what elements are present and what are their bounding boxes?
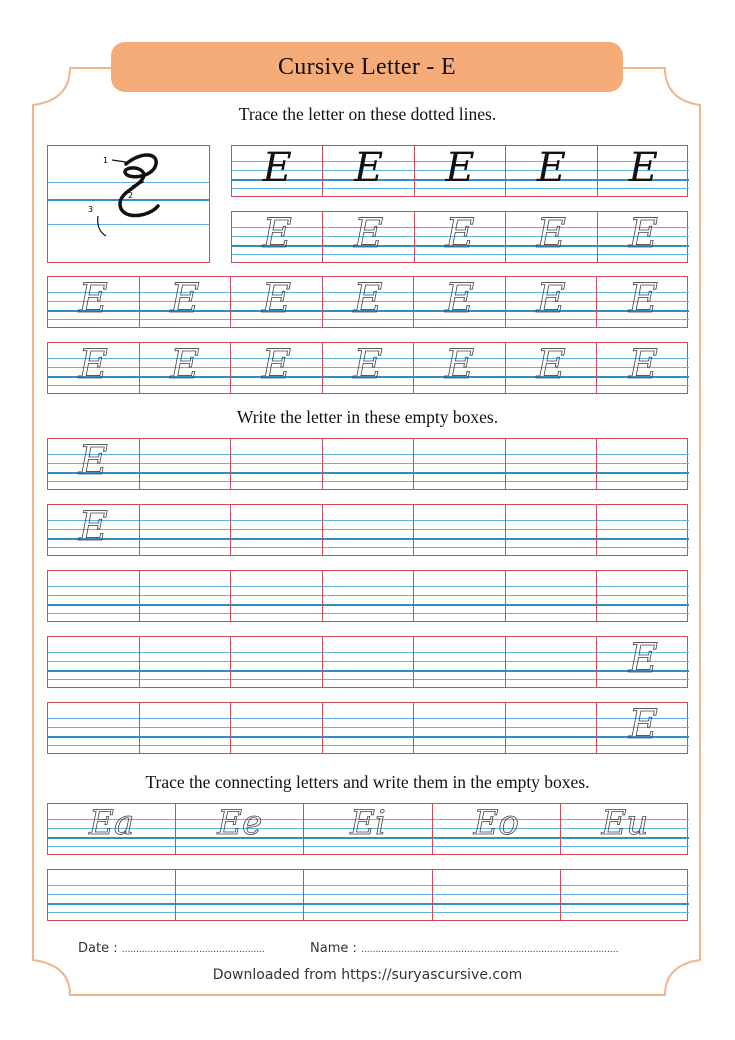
practice-cell[interactable] <box>48 505 140 555</box>
letter-glyph: E <box>536 276 566 322</box>
practice-row <box>47 342 688 394</box>
practice-row <box>231 145 688 197</box>
practice-cell[interactable] <box>232 146 323 196</box>
date-blank: .................................................. <box>121 945 265 955</box>
practice-cell[interactable] <box>140 439 232 489</box>
practice-row <box>47 504 688 556</box>
letter-glyph: E <box>353 145 384 191</box>
practice-cell[interactable] <box>597 571 689 621</box>
practice-cell[interactable] <box>323 439 415 489</box>
connect-instruction: Trace the connecting letters and write them in the empty boxes. <box>145 772 590 792</box>
practice-cell[interactable] <box>597 505 689 555</box>
practice-cell[interactable] <box>433 870 561 920</box>
name-blank: .......................................................................................... <box>361 945 619 955</box>
practice-cell[interactable] <box>48 870 176 920</box>
letter-glyph: E <box>262 145 292 191</box>
practice-cell[interactable] <box>506 571 598 621</box>
letter-demo-graphic <box>48 146 209 262</box>
practice-cell[interactable] <box>323 146 414 196</box>
practice-row <box>231 211 688 263</box>
letter-glyph: E <box>444 342 475 388</box>
practice-cell[interactable] <box>414 439 506 489</box>
name-label: Name : <box>310 941 357 956</box>
practice-cell[interactable] <box>48 439 140 489</box>
practice-cell[interactable] <box>414 703 506 753</box>
credit-line: Downloaded from https://suryascursive.com <box>212 967 523 983</box>
practice-cell[interactable] <box>140 277 232 327</box>
step-label-3: 3 <box>88 205 94 214</box>
practice-cell[interactable] <box>323 343 415 393</box>
letter-glyph: E <box>170 276 200 322</box>
write-instruction: Write the letter in these empty boxes. <box>236 407 499 427</box>
practice-cell[interactable] <box>231 505 323 555</box>
practice-cell[interactable] <box>231 277 323 327</box>
practice-cell[interactable] <box>323 277 415 327</box>
letter-glyph: E <box>261 276 292 322</box>
practice-row <box>47 702 688 754</box>
practice-cell[interactable] <box>597 637 689 687</box>
connecting-letter-glyph: Ei <box>350 803 386 843</box>
letter-glyph: E <box>628 702 658 748</box>
practice-cell[interactable] <box>506 212 597 262</box>
demo-letter-stroke <box>120 155 158 216</box>
practice-cell[interactable] <box>231 703 323 753</box>
letter-glyph: E <box>353 276 383 322</box>
connecting-letters-row <box>47 803 688 855</box>
practice-cell[interactable] <box>304 804 432 854</box>
trace-instruction: Trace the letter on these dotted lines. <box>238 104 497 124</box>
step-label-1: 1 <box>103 156 109 165</box>
connecting-letter-glyph: Ee <box>217 803 263 843</box>
practice-cell[interactable] <box>598 212 689 262</box>
practice-cell[interactable] <box>48 637 140 687</box>
practice-cell[interactable] <box>140 703 232 753</box>
practice-cell[interactable] <box>48 804 176 854</box>
connecting-letter-glyph: Eo <box>473 803 519 843</box>
letter-glyph: E <box>444 276 475 322</box>
practice-cell[interactable] <box>414 343 506 393</box>
practice-cell[interactable] <box>323 505 415 555</box>
letter-glyph: E <box>353 211 384 257</box>
practice-cell[interactable] <box>140 343 232 393</box>
letter-glyph: E <box>628 636 658 682</box>
date-field[interactable] <box>78 941 265 956</box>
worksheet-title: Cursive Letter - E <box>111 42 623 92</box>
practice-cell[interactable] <box>561 804 689 854</box>
connecting-letter-glyph: Ea <box>89 803 135 843</box>
practice-cell[interactable] <box>231 343 323 393</box>
practice-cell[interactable] <box>597 277 689 327</box>
practice-cell[interactable] <box>323 212 414 262</box>
practice-row <box>47 636 688 688</box>
practice-cell[interactable] <box>597 343 689 393</box>
practice-cell[interactable] <box>597 439 689 489</box>
practice-cell[interactable] <box>414 637 506 687</box>
connecting-letter-glyph: Eu <box>601 803 649 843</box>
letter-glyph: E <box>628 342 658 388</box>
practice-cell[interactable] <box>506 343 598 393</box>
practice-cell[interactable] <box>323 703 415 753</box>
letter-glyph: E <box>353 342 383 388</box>
practice-cell[interactable] <box>140 637 232 687</box>
practice-cell[interactable] <box>561 870 689 920</box>
arrow-1-icon <box>112 160 126 162</box>
practice-cell[interactable] <box>414 505 506 555</box>
practice-cell[interactable] <box>506 439 598 489</box>
practice-cell[interactable] <box>140 571 232 621</box>
stroke-order-demo <box>47 145 210 263</box>
letter-glyph: E <box>262 211 292 257</box>
practice-cell[interactable] <box>231 637 323 687</box>
practice-cell[interactable] <box>231 571 323 621</box>
practice-cell[interactable] <box>415 146 506 196</box>
letter-glyph: E <box>78 504 108 550</box>
name-field[interactable] <box>310 941 619 956</box>
practice-cell[interactable] <box>176 804 304 854</box>
letter-glyph: E <box>536 145 566 191</box>
practice-cell[interactable] <box>232 212 323 262</box>
letter-glyph: E <box>261 342 292 388</box>
letter-glyph: E <box>628 211 658 257</box>
practice-cell[interactable] <box>415 212 506 262</box>
arrow-3-icon <box>98 216 106 236</box>
letter-glyph: E <box>445 211 475 257</box>
practice-cell[interactable] <box>433 804 561 854</box>
practice-cell[interactable] <box>323 637 415 687</box>
practice-cell[interactable] <box>506 637 598 687</box>
practice-cell[interactable] <box>506 505 598 555</box>
practice-cell[interactable] <box>414 571 506 621</box>
practice-cell[interactable] <box>506 703 598 753</box>
letter-glyph: E <box>536 211 566 257</box>
practice-cell[interactable] <box>598 146 689 196</box>
letter-glyph: E <box>628 145 658 191</box>
letter-glyph: E <box>78 438 108 484</box>
practice-cell[interactable] <box>304 870 432 920</box>
practice-cell[interactable] <box>323 571 415 621</box>
letter-glyph: E <box>628 276 658 322</box>
practice-cell[interactable] <box>48 571 140 621</box>
step-label-2: 2 <box>128 191 134 200</box>
practice-cell[interactable] <box>414 277 506 327</box>
practice-cell[interactable] <box>231 439 323 489</box>
practice-cell[interactable] <box>48 343 140 393</box>
practice-row <box>47 869 688 921</box>
letter-glyph: E <box>78 342 108 388</box>
practice-row <box>47 570 688 622</box>
letter-glyph: E <box>536 342 566 388</box>
practice-cell[interactable] <box>506 277 598 327</box>
practice-cell[interactable] <box>48 703 140 753</box>
practice-cell[interactable] <box>506 146 597 196</box>
practice-cell[interactable] <box>140 505 232 555</box>
practice-cell[interactable] <box>176 870 304 920</box>
letter-glyph: E <box>78 276 108 322</box>
practice-row <box>47 438 688 490</box>
date-label: Date : <box>78 941 118 956</box>
practice-cell[interactable] <box>597 703 689 753</box>
practice-row <box>47 276 688 328</box>
practice-cell[interactable] <box>48 277 140 327</box>
letter-glyph: E <box>445 145 475 191</box>
letter-glyph: E <box>170 342 200 388</box>
